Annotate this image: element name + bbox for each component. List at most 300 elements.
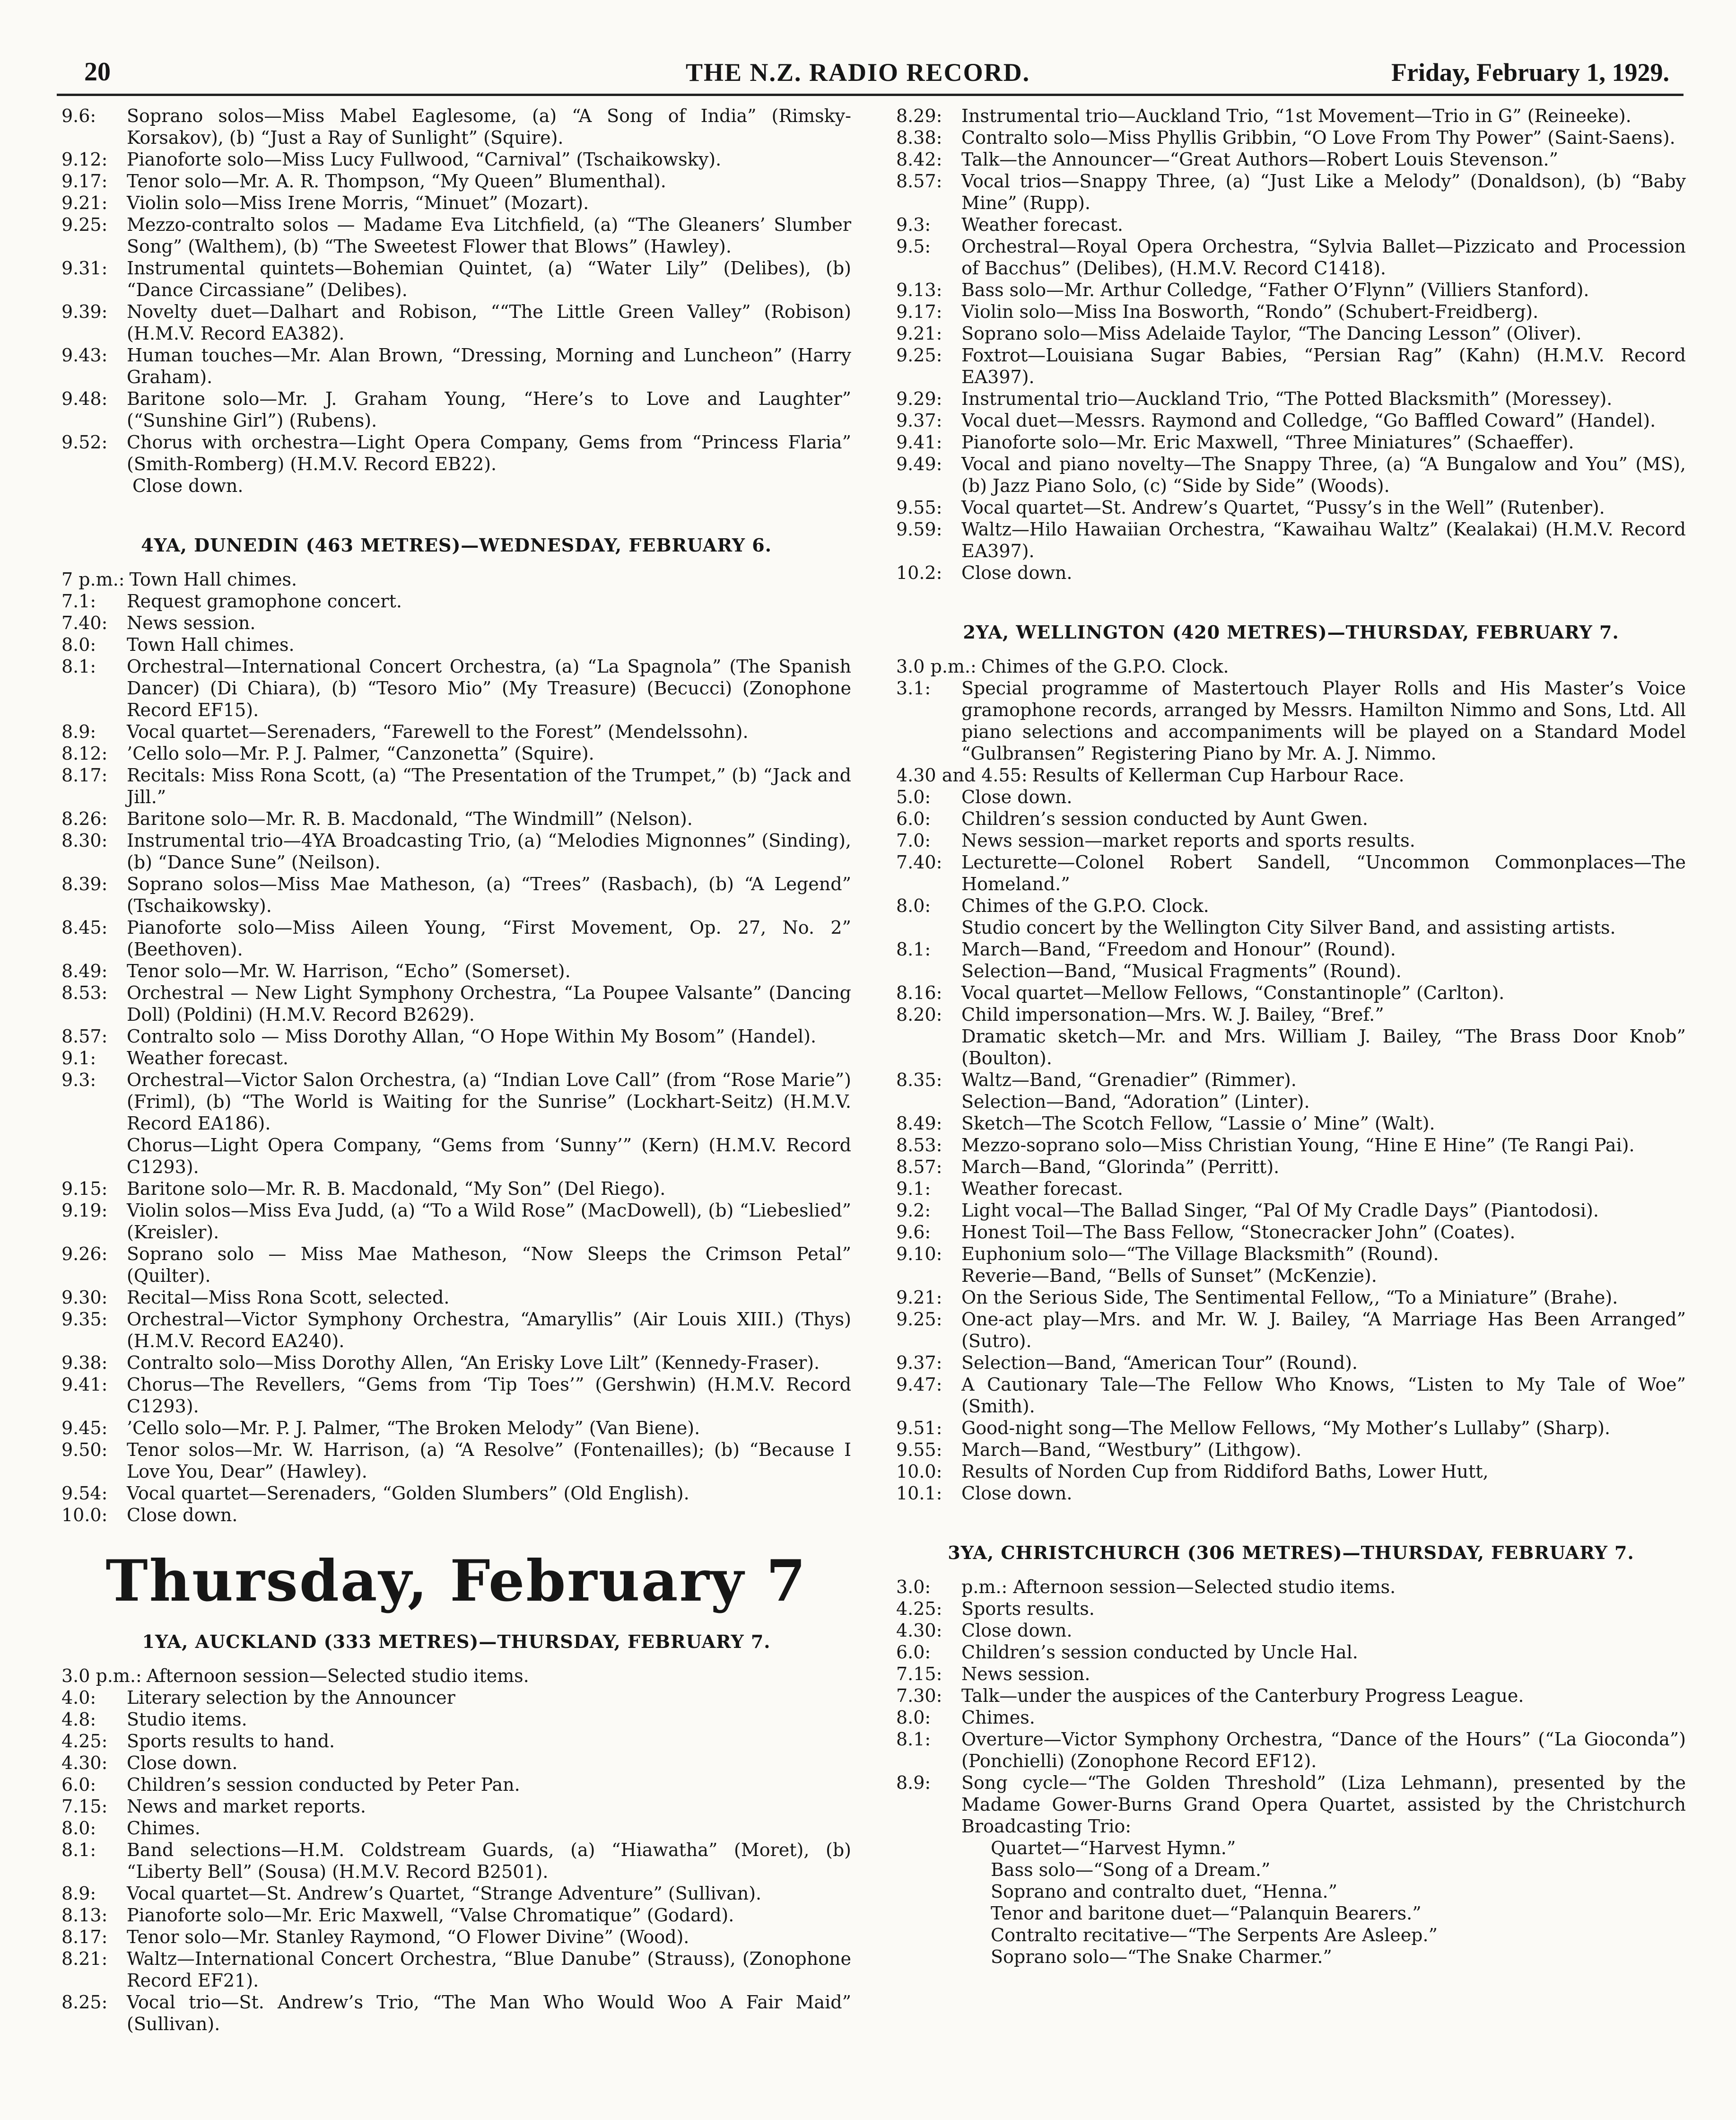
entry-time: 3.1: [896,678,931,699]
programme-entry [61,214,851,257]
entry-time: 9.2: [896,1200,931,1221]
programme-entry [896,410,1686,431]
programme-entry [896,938,1686,960]
entry-text: Vocal quartet—St. Andrew’s Quartet, “Strange Adventure” (Sullivan). [127,1883,762,1904]
programme-entry [896,323,1686,344]
entry-text: Lecturette—Colonel Robert Sandell, “Uncommon Commonplaces—The Homeland.” [961,852,1686,894]
entry-time: 9.37: [896,410,942,431]
programme-entry [61,1287,851,1308]
day-heading: Thursday, February 7 [105,1548,807,1614]
entry-time: 4.0: [61,1687,96,1708]
auckland-heading: 1YA, AUCKLAND (333 METRES)—THURSDAY, FEBRUARY 7. [142,1631,771,1652]
entry-text: Baritone solo—Mr. R. B. Macdonald, “The Windmill” (Nelson). [127,808,693,829]
entry-time: 8.35: [896,1069,942,1090]
programme-entry [896,786,1686,808]
programme-entry [61,1504,851,1526]
entry-time: 7.15: [61,1796,108,1817]
entry-time: 4.8: [61,1709,96,1730]
entry-text: Results of Kellerman Cup Harbour Race. [1032,765,1405,786]
programme-entry [896,1156,1686,1178]
entry-time: 9.1: [896,1178,931,1199]
programme-entry [61,1417,851,1439]
entry-text: Studio items. [127,1709,247,1730]
entry-time: 3.0: [896,1577,931,1597]
entry-time: 9.21: [896,323,942,344]
entry-time: 8.38: [896,127,942,148]
entry-text: Talk—under the auspices of the Canterbury Progress League. [961,1685,1524,1706]
entry-text: Vocal quartet—St. Andrew’s Quartet, “Pussy’s in the Well” (Rutenber). [961,497,1605,518]
programme-entry [896,1308,1686,1352]
entry-text: Weather forecast. [127,1048,288,1069]
page-header [80,51,1669,94]
entry-text: Light vocal—The Ballad Singer, “Pal Of My Cradle Days” (Piantodosi). [961,1200,1599,1221]
programme-entry [896,214,1686,236]
entry-text: Vocal trios—Snappy Three, (a) “Just Like a Melody” (Donaldson), (b) “Baby Mine” (Rupp). [961,171,1686,213]
programme-entry [896,830,1686,851]
entry-time: 9.37: [896,1352,942,1373]
programme-entry [896,562,1686,584]
entry-text: Selection—Band, “American Tour” (Round). [961,1352,1358,1373]
programme-entry [896,497,1686,518]
programme-entry [61,431,851,475]
entry-time: 9.10: [896,1244,942,1264]
entry-text: Town Hall chimes. [127,634,295,655]
programme-entry [61,1352,851,1374]
entry-time: 9.6: [61,105,96,126]
programme-entry [61,1178,851,1200]
entry-time: 8.45: [61,917,108,938]
entry-text: On the Serious Side, The Sentimental Fellow,, “To a Miniature” (Brahe). [961,1287,1618,1308]
programme-entry [896,1221,1686,1243]
entry-time: 8.20: [896,1004,942,1025]
entry-time: 8.49: [61,961,108,981]
entry-time: 8.26: [61,808,108,829]
entry-text: Recital—Miss Rona Scott, selected. [127,1287,450,1308]
page-number: 20 [84,57,111,87]
programme-entry [896,1200,1686,1221]
entry-text: Euphonium solo—“The Village Blacksmith” (Round). [961,1244,1439,1264]
entry-text: Pianoforte solo—Miss Aileen Young, “First Movement, Op. 27, No. 2” (Beethoven). [127,917,851,960]
entry-time: 9.43: [61,345,108,366]
programme-entry [61,344,851,388]
entry-text: March—Band, “Glorinda” (Perritt). [961,1156,1280,1177]
entry-time: 3.0 p.m.: [896,656,977,677]
programme-entry [896,518,1686,562]
entry-time: 8.1: [896,1729,931,1750]
entry-text: Children’s session conducted by Uncle Hal. [961,1642,1358,1663]
song-cycle-item: Tenor and baritone duet—“Palanquin Bearers.” [991,1903,1422,1924]
programme-entry [896,1576,1686,1598]
programme-entry [61,612,851,634]
entry-text: Baritone solo—Mr. R. B. Macdonald, “My Son” (Del Riego). [127,1178,666,1199]
auckland-wednesday-listings [61,105,851,475]
entry-text: News session. [961,1664,1090,1684]
dunedin-heading: 4YA, DUNEDIN (463 METRES)—WEDNESDAY, FEBRUARY 6. [141,534,772,556]
entry-time: 9.25: [896,1309,942,1330]
entry-text: Afternoon session—Selected studio items. [146,1665,529,1686]
programme-entry [61,1774,851,1796]
programme-entry [896,1439,1686,1461]
programme-entry [896,1352,1686,1374]
programme-entry [896,851,1686,895]
programme-entry [61,873,851,917]
entry-text: Weather forecast. [961,1178,1123,1199]
entry-time: 8.0: [61,634,96,655]
entry-time: 3.0 p.m.: [61,1665,142,1686]
christchurch-heading: 3YA, CHRISTCHURCH (306 METRES)—THURSDAY, FEBRUARY 7. [948,1542,1634,1563]
programme-entry [896,1134,1686,1156]
entry-time: 8.9: [896,1772,931,1793]
entry-text: Contralto solo—Miss Phyllis Gribbin, “O Love From Thy Power” (Saint-Saens). [961,127,1675,148]
entry-time: 9.21: [896,1287,942,1308]
programme-entry [896,677,1686,764]
entry-time: 9.17: [896,301,942,322]
programme-entry [896,1772,1686,1837]
entry-text: Close down. [961,787,1073,807]
entry-time: 6.0: [896,808,931,829]
entry-time: 9.54: [61,1483,108,1504]
entry-time: 9.31: [61,258,108,279]
entry-text: Orchestral—Victor Symphony Orchestra, “Amaryllis” (Air Louis XIII.) (Thys) (H.M.V. Record EA240). [127,1309,851,1351]
christchurch-listings [896,1576,1686,1837]
entry-time: 4.25: [61,1731,108,1752]
entry-text: Mezzo-contralto solos — Madame Eva Litchfield, (a) “The Gleaners’ Slumber Song” (Walthem), (b) “The Sweetest Flower that Blows” (Hawley). [127,214,851,257]
entry-time: 4.30: [896,1620,942,1641]
programme-entry [61,1439,851,1482]
programme-entry [61,170,851,192]
programme-entry [61,569,851,590]
programme-entry [896,1178,1686,1200]
entry-time: 9.51: [896,1418,942,1438]
entry-text: Children’s session conducted by Peter Pan. [127,1774,520,1795]
programme-entry [896,1374,1686,1417]
song-cycle-item: Soprano solo—“The Snake Charmer.” [991,1946,1332,1967]
entry-text: Reverie—Band, “Bells of Sunset” (McKenzie). [961,1265,1377,1286]
entry-text: Pianoforte solo—Mr. Eric Maxwell, “Three Miniatures” (Schaeffer). [961,432,1574,453]
programme-entry [896,431,1686,453]
entry-text: Sketch—The Scotch Fellow, “Lassie o’ Mine” (Walt). [961,1113,1435,1134]
entry-time: 9.30: [61,1287,108,1308]
entry-text: Vocal trio—St. Andrew’s Trio, “The Man Who Would Woo A Fair Maid” (Sullivan). [127,1992,851,2034]
entry-time: 9.41: [896,432,942,453]
entry-text: Orchestral—Royal Opera Orchestra, “Sylvia Ballet—Pizzicato and Procession of Bacchus” (Delibes), (H.M.V. Record C1418). [961,236,1686,279]
programme-entry [61,1200,851,1243]
programme-entry [896,808,1686,830]
programme-entry [896,1728,1686,1772]
entry-time: 8.57: [896,171,942,192]
entry-time: 8.0: [61,1818,96,1839]
entry-time: 8.12: [61,743,108,764]
entry-time: 8.1: [61,656,96,677]
entry-text: Soprano solos—Miss Mabel Eaglesome, (a) “A Song of India” (Rimsky-Korsakov), (b) “Just a Ray of Sunlight” (Squire). [127,105,851,148]
entry-text: Chimes of the G.P.O. Clock. [981,656,1229,677]
entry-time: 5.0: [896,787,931,807]
publication-title: THE N.Z. RADIO RECORD. [686,58,1030,87]
entry-text: Literary selection by the Announcer [127,1687,455,1708]
entry-text: Tenor solo—Mr. Stanley Raymond, “O Flower Divine” (Wood). [127,1927,689,1947]
entry-time: 9.17: [61,171,108,192]
entry-time: 8.21: [61,1948,108,1969]
entry-text: Contralto solo — Miss Dorothy Allan, “O Hope Within My Bosom” (Handel). [127,1026,817,1047]
entry-text: Chimes. [127,1818,201,1839]
entry-text: Tenor solo—Mr. W. Harrison, “Echo” (Somerset). [127,961,571,981]
right-column [896,105,1686,1968]
entry-time: 7.15: [896,1664,942,1684]
programme-entry [61,1482,851,1504]
entry-text: Weather forecast. [961,214,1123,235]
entry-time: 8.25: [61,1992,108,2013]
entry-time: 9.25: [896,345,942,366]
programme-entry [61,1708,851,1730]
entry-text: Studio concert by the Wellington City Silver Band, and assisting artists. [961,917,1616,938]
programme-entry [61,1926,851,1948]
entry-time: 9.49: [896,454,942,474]
programme-entry [61,1687,851,1708]
entry-time: 7.40: [61,613,108,633]
entry-time: 8.30: [61,830,108,851]
entry-text: Selection—Band, “Adoration” (Linter). [961,1091,1310,1112]
entry-text: Foxtrot—Louisiana Sugar Babies, “Persian Rag” (Kahn) (H.M.V. Record EA397). [961,345,1686,387]
programme-entry [896,1620,1686,1641]
entry-text: Chimes of the G.P.O. Clock. [961,895,1209,916]
entry-text: Pianoforte solo—Miss Lucy Fullwood, “Carnival” (Tschaikowsky). [127,149,722,170]
song-cycle-item: Bass solo—“Song of a Dream.” [991,1859,1271,1880]
entry-text: Soprano solo — Miss Mae Matheson, “Now Sleeps the Crimson Petal” (Quilter). [127,1244,851,1286]
entry-text: Tenor solo—Mr. A. R. Thompson, “My Queen” Blumenthal). [127,171,666,192]
entry-text: Instrumental trio—Auckland Trio, “1st Movement—Trio in G” (Reineeke). [961,105,1631,126]
entry-time: 8.17: [61,765,108,786]
entry-text: News session—market reports and sports results. [961,830,1415,851]
entry-text: ’Cello solo—Mr. P. J. Palmer, “The Broken Melody” (Van Biene). [127,1418,700,1438]
entry-time: 7.0: [896,830,931,851]
entry-text: Vocal quartet—Mellow Fellows, “Constantinople” (Carlton). [961,982,1505,1003]
entry-time: 10.2: [896,562,942,583]
entry-text: Waltz—Band, “Grenadier” (Rimmer). [961,1069,1297,1090]
entry-time: 8.29: [896,105,942,126]
entry-text: Results of Norden Cup from Riddiford Baths, Lower Hutt, [961,1461,1489,1482]
programme-entry [896,1707,1686,1728]
entry-text: March—Band, “Westbury” (Lithgow). [961,1439,1302,1460]
wellington-listings [896,656,1686,1504]
entry-text: Tenor solos—Mr. W. Harrison, (a) “A Resolve” (Fontenailles); (b) “Because I Love You, Dear” (Hawley). [127,1439,851,1482]
entry-text: Novelty duet—Dalhart and Robison, ““The Little Green Valley” (Robison) (H.M.V. Record EA382). [127,301,851,344]
entry-time: 10.0: [896,1461,942,1482]
entry-time: 9.55: [896,497,942,518]
entry-time: 9.25: [61,214,108,235]
entry-time: 9.19: [61,1200,108,1221]
entry-time: 9.3: [896,214,931,235]
programme-entry [896,1025,1686,1069]
entry-text: Close down. [961,1620,1073,1641]
issue-date: Friday, February 1, 1929. [1391,58,1669,87]
entry-time: 9.52: [61,432,108,453]
entry-time: 9.5: [896,236,931,257]
entry-time: 6.0: [61,1774,96,1795]
entry-time: 9.13: [896,280,942,300]
entry-text: Contralto solo—Miss Dorothy Allen, “An Erisky Love Lilt” (Kennedy-Fraser). [127,1352,820,1373]
entry-time: 8.17: [61,1927,108,1947]
entry-time: 10.1: [896,1483,942,1504]
entry-text: Selection—Band, “Musical Fragments” (Round). [961,961,1402,981]
entry-time: 9.38: [61,1352,108,1373]
programme-entry [61,917,851,960]
programme-entry [61,764,851,808]
header-rule [57,94,1684,96]
entry-time: 9.26: [61,1244,108,1264]
entry-text: Vocal and piano novelty—The Snappy Three, (a) “A Bungalow and You” (MS), (b) Jazz Piano Solo, (c) “Side by Side” (Woods). [961,454,1686,496]
entry-text: Good-night song—The Mellow Fellows, “My Mother’s Lullaby” (Sharp). [961,1418,1611,1438]
entry-time: 8.1: [896,939,931,960]
entry-time: 9.41: [61,1374,108,1395]
entry-text: Orchestral—International Concert Orchestra, (a) “La Spagnola” (The Spanish Dancer) (Di Chiara), (b) “Tesoro Mio” (My Treasure) (Becucci) (Zonophone Record EF15). [127,656,851,720]
entry-text: Orchestral—Victor Salon Orchestra, (a) “Indian Love Call” (from “Rose Marie”) (Friml), (b) “The World is Waiting for the Sunrise” (Lockhart-Seitz) (H.M.V. Record EA186). [127,1069,851,1134]
entry-text: ’Cello solo—Mr. P. J. Palmer, “Canzonetta” (Squire). [127,743,594,764]
entry-time: 8.16: [896,982,942,1003]
programme-entry [61,590,851,612]
song-cycle-item: Soprano and contralto duet, “Henna.” [991,1881,1338,1902]
entry-time: 9.45: [61,1418,108,1438]
programme-entry [896,1004,1686,1025]
entry-time: 8.0: [896,895,931,916]
entry-text: Chimes. [961,1707,1035,1728]
entry-text: A Cautionary Tale—The Fellow Who Knows, “Listen to My Tale of Woe” (Smith). [961,1374,1686,1417]
programme-entry [896,917,1686,938]
entry-time: 8.49: [896,1113,942,1134]
entry-time: 9.3: [61,1069,96,1090]
auckland-listings [61,1665,851,2035]
programme-entry [896,895,1686,917]
entry-text: Chorus—Light Opera Company, “Gems from ‘Sunny’” (Kern) (H.M.V. Record C1293). [127,1135,851,1177]
programme-entry [896,344,1686,388]
entry-text: Dramatic sketch—Mr. and Mrs. William J. Bailey, “The Brass Door Knob” (Boulton). [961,1026,1686,1069]
entry-time: 9.50: [61,1439,108,1460]
programme-entry [896,149,1686,170]
dunedin-listings [61,569,851,1526]
entry-time: 7.1: [61,591,96,612]
entry-text: Special programme of Mastertouch Player Rolls and His Master’s Voice gramophone records, arranged by Messrs. Hamilton Nimmo and Sons, Ltd. All piano selections and accompaniments will be played on a Standard Model “Gulbransen” Registering Piano by Mr. A. J. Nimmo. [961,678,1686,764]
entry-text: Violin solo—Miss Ina Bosworth, “Rondo” (Schubert-Freidberg). [961,301,1539,322]
programme-entry [896,127,1686,149]
programme-entry [61,1047,851,1069]
programme-entry [61,1134,851,1178]
programme-entry [896,1461,1686,1482]
entry-text: Close down. [127,1752,238,1773]
entry-text: Sports results. [961,1598,1095,1619]
entry-text: p.m.: Afternoon session—Selected studio items. [961,1577,1396,1597]
entry-time: 4.25: [896,1598,942,1619]
programme-entry [896,764,1686,786]
entry-time: 8.0: [896,1707,931,1728]
programme-entry [896,982,1686,1004]
programme-entry [61,1374,851,1417]
programme-entry [896,1482,1686,1504]
programme-entry [61,1991,851,2035]
entry-text: Bass solo—Mr. Arthur Colledge, “Father O’Flynn” (Villiers Stanford). [961,280,1589,300]
entry-text: One-act play—Mrs. and Mr. W. J. Bailey, “A Marriage Has Been Arranged” (Sutro). [961,1309,1686,1351]
entry-time: 8.13: [61,1905,108,1926]
left-column [61,105,851,2035]
entry-time: 4.30: [61,1752,108,1773]
programme-entry [896,236,1686,279]
wellington-heading: 2YA, WELLINGTON (420 METRES)—THURSDAY, FEBRUARY 7. [963,622,1619,643]
programme-entry [896,1113,1686,1134]
programme-entry [61,1904,851,1926]
entry-text: Orchestral — New Light Symphony Orchestra, “La Poupee Valsante” (Dancing Doll) (Poldini) (H.M.V. Record B2629). [127,982,851,1025]
programme-entry [896,1598,1686,1620]
programme-entry [896,388,1686,410]
entry-time: 9.55: [896,1439,942,1460]
entry-text: March—Band, “Freedom and Honour” (Round). [961,939,1396,960]
programme-entry [896,1663,1686,1685]
entry-text: Violin solo—Miss Irene Morris, “Minuet” (Mozart). [127,193,589,213]
entry-text: Close down. [961,1483,1073,1504]
programme-entry [61,1796,851,1817]
entry-time: 8.1: [61,1840,96,1860]
entry-time: 9.21: [61,193,108,213]
entry-text: Violin solos—Miss Eva Judd, (a) “To a Wild Rose” (MacDowell), (b) “Liebeslied” (Kreisler). [127,1200,851,1243]
entry-time: 8.9: [61,1883,96,1904]
song-cycle-items [896,1837,1686,1968]
programme-entry [61,105,851,149]
programme-entry [61,257,851,301]
programme-entry [896,1641,1686,1663]
programme-entry [896,1069,1686,1091]
entry-text: Children’s session conducted by Aunt Gwen. [961,808,1368,829]
entry-time: 9.35: [61,1309,108,1330]
entry-time: 8.57: [61,1026,108,1047]
programme-entry [896,105,1686,127]
entry-text: Recitals: Miss Rona Scott, (a) “The Presentation of the Trumpet,” (b) “Jack and Jill.” [127,765,851,807]
entry-text: Town Hall chimes. [129,569,297,590]
programme-entry [61,301,851,344]
programme-entry [61,1752,851,1774]
programme-entry [896,453,1686,497]
entry-text: Vocal quartet—Serenaders, “Golden Slumbers” (Old English). [127,1483,689,1504]
programme-entry [61,149,851,170]
entry-text: Waltz—Hilo Hawaiian Orchestra, “Kawaihau Waltz” (Kealakai) (H.M.V. Record EA397). [961,519,1686,561]
entry-text: Sports results to hand. [127,1731,335,1752]
entry-text: Song cycle—“The Golden Threshold” (Liza Lehmann), presented by the Madame Gower-Burns Grand Opera Quartet, assisted by the Christchurch Broadcasting Trio: [961,1772,1686,1837]
entry-text: Chorus—The Revellers, “Gems from ‘Tip Toes’” (Gershwin) (H.M.V. Record C1293). [127,1374,851,1417]
entry-time: 8.53: [896,1135,942,1156]
entry-time: 6.0: [896,1642,931,1663]
entry-text: Child impersonation—Mrs. W. J. Bailey, “Bref.” [961,1004,1384,1025]
entry-text: Overture—Victor Symphony Orchestra, “Dance of the Hours” (“La Gioconda”) (Ponchielli) (Zonophone Record EF12). [961,1729,1686,1771]
entry-text: Request gramophone concert. [127,591,402,612]
programme-entry [61,982,851,1025]
programme-entry [61,1025,851,1047]
entry-time: 8.9: [61,721,96,742]
programme-entry [896,301,1686,323]
close-down-line: Close down. [132,475,244,496]
entry-time: 9.6: [896,1222,931,1243]
programme-entry [896,1417,1686,1439]
programme-entry [61,1817,851,1839]
entry-time: 9.47: [896,1374,942,1395]
programme-entry [61,388,851,431]
entry-text: News session. [127,613,256,633]
entry-time: 7.30: [896,1685,942,1706]
entry-text: Honest Toil—The Bass Fellow, “Stonecracker John” (Coates). [961,1222,1516,1243]
entry-text: Human touches—Mr. Alan Brown, “Dressing, Morning and Luncheon” (Harry Graham). [127,345,851,387]
entry-time: 9.12: [61,149,108,170]
programme-entry [896,1685,1686,1707]
programme-entry [61,1308,851,1352]
entry-time: 7.40: [896,852,942,873]
programme-entry [61,808,851,830]
programme-entry [61,1839,851,1883]
programme-entry [61,960,851,982]
